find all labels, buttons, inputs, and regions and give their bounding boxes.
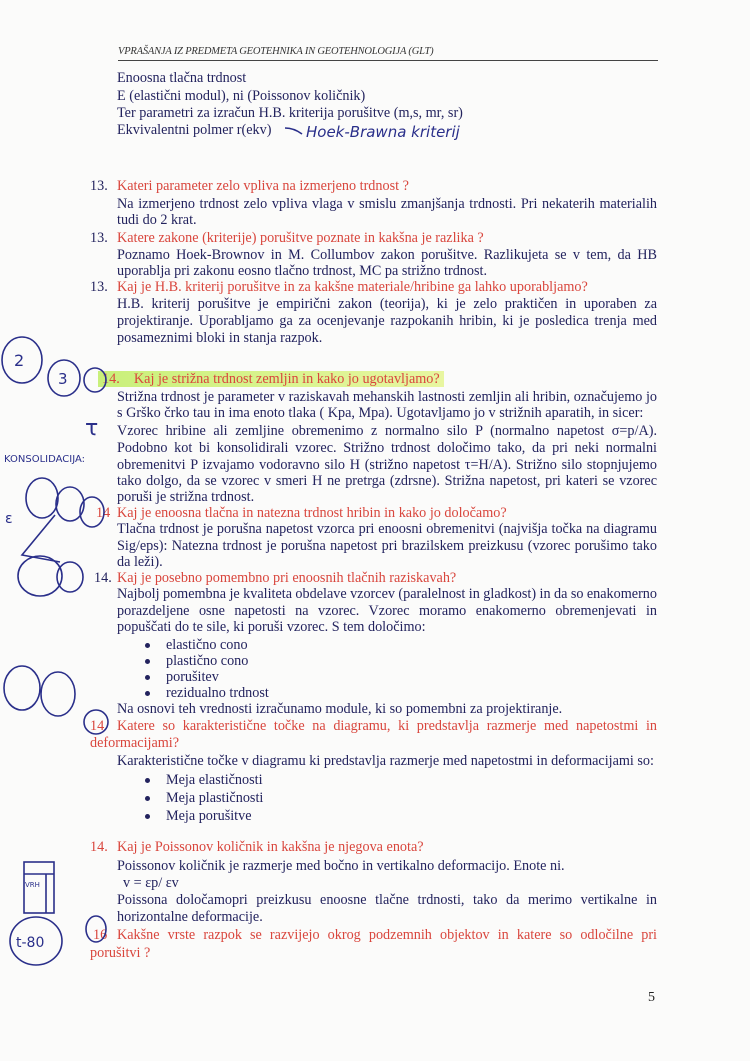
question-text: porušitvi ? bbox=[90, 945, 151, 961]
answer-line: popuščati do te sile, ki poruši vzorec. S tem določimo: bbox=[117, 619, 426, 635]
answer-line: Podobno kot bi konsolidirali vzorec. Strižno trdnost določimo tako, da pri neki normalni bbox=[117, 440, 657, 456]
question-text: Kaj je H.B. kriterij porušitve in za kakšne materiale/hribine ga lahko uporabljamo? bbox=[117, 279, 588, 295]
question-text: Kateri parameter zelo vpliva na izmerjeno trdnost ? bbox=[117, 178, 409, 194]
intro-line: Enoosna tlačna trdnost bbox=[117, 70, 247, 86]
intro-line: Ekvivalentni polmer r(ekv) bbox=[117, 122, 272, 138]
handwritten-note: KONSOLIDACIJA: bbox=[4, 454, 86, 465]
eps-note: ε bbox=[5, 511, 13, 527]
bullet-item: Meja elastičnosti bbox=[145, 772, 263, 789]
question-number: 14 bbox=[96, 505, 111, 521]
answer-line: porazdeljene osne napetosti na vzorec. Vzorec moramo enakomerno obremenjevati in bbox=[117, 603, 657, 619]
answer-line: Tlačna trdnost je porušna napetost vzorca pri enoosni obremenitvi (najvišja točka na diagramu bbox=[117, 521, 657, 537]
answer-line: Strižna trdnost je parameter v raziskavah mehanskih lastnosti zemljin ali hribin, označujemo jo bbox=[117, 389, 657, 405]
circle-annotation bbox=[10, 917, 62, 965]
bullet-item: porušitev bbox=[145, 669, 219, 686]
circle-annotation bbox=[4, 666, 40, 710]
question-text: Kaj je strižna trdnost zemljin in kako jo ugotavljamo? bbox=[133, 371, 440, 387]
header-rule bbox=[118, 60, 658, 61]
answer-line: posameznimi bloki in stanja razpok. bbox=[117, 330, 323, 346]
answer-line: projektiranje. Uporabljamo ga za ocenjevanje razpokanih hribin, ki je posledica trenja med bbox=[117, 313, 657, 329]
handwritten-note: t-80 bbox=[16, 935, 45, 951]
answer-line: Poissonov količnik je razmerje med bočno in vertikalno deformacijo. Enote ni. bbox=[117, 858, 565, 874]
formula: v = εp/ εv bbox=[123, 875, 179, 891]
question-number: 16 bbox=[93, 927, 108, 943]
question-number: 14. bbox=[94, 570, 112, 586]
question-text: Kaj je Poissonov količnik in kakšna je njegova enota? bbox=[117, 839, 424, 855]
question-text: Katere zakone (kriterije) porušitve poznate in kakšna je razlika ? bbox=[117, 230, 484, 246]
question-number: 14 bbox=[90, 718, 105, 734]
question-number: 13. bbox=[90, 230, 108, 246]
tau-note: τ bbox=[85, 416, 99, 441]
intro-line: Ter parametri za izračun H.B. kriterija porušitve (m,s, mr, sr) bbox=[117, 105, 463, 121]
bullet-item: rezidualno trdnost bbox=[145, 685, 269, 702]
answer-line: Vzorec hribine ali zemljine obremenimo z normalno silo P (normalno napetost σ=p/A). bbox=[117, 423, 657, 439]
answer-line: horizontalne deformacije. bbox=[117, 909, 263, 925]
question-highlight bbox=[98, 371, 444, 388]
intro-line: E (elastični modul), ni (Poissonov količnik) bbox=[117, 88, 366, 104]
answer-line: s Grško črko tau in ima enoto tlaka ( Kpa, Mpa). Ugotavljamo jo v strižnih aparatih, in sicer: bbox=[117, 405, 644, 421]
answer-line: poruši je strižna trdnost. bbox=[117, 489, 255, 505]
question-text: Kaj je enoosna tlačna in natezna trdnost hribin in kako jo določamo? bbox=[117, 505, 507, 521]
circle-annotation bbox=[56, 487, 84, 521]
box-sketch bbox=[24, 862, 54, 913]
svg-text:VRH: VRH bbox=[25, 881, 40, 889]
answer-line: H.B. kriterij porušitve je empirični zakon (teorija), ki je zelo praktičen in uporaben za bbox=[117, 296, 657, 312]
answer-line: obremenitvi P izvajamo vodoravno silo H (strižno napetost τ=H/A). Strižno silo stopnjujemo bbox=[117, 457, 657, 473]
question-text: deformacijami? bbox=[90, 735, 180, 751]
answer-line: da leži). bbox=[117, 554, 163, 570]
pointer-stroke bbox=[285, 128, 302, 134]
circle-annotation bbox=[57, 562, 83, 592]
circle-annotation bbox=[26, 478, 58, 518]
svg-text:3: 3 bbox=[58, 370, 68, 388]
running-header: VPRAŠANJA IZ PREDMETA GEOTEHNIKA IN GEOTEHNOLOGIJA (GLT) bbox=[118, 46, 434, 57]
answer-line: Karakteristične točke v diagramu ki predstavlja razmerje med napetostmi in deformacijami so: bbox=[117, 753, 654, 769]
question-text: Katere so karakteristične točke na diagramu, ki predstavlja razmerje med napetostmi in bbox=[117, 718, 657, 734]
answer-line: Na izmerjeno trdnost zelo vpliva vlaga v smislu zmanjšanja trdnosti. Pri nekaterih materialih bbox=[117, 196, 657, 212]
question-number: 14. bbox=[102, 371, 120, 387]
handwritten-note: Hoek-Brawna kriterij bbox=[306, 123, 460, 141]
question-number: 14. bbox=[90, 839, 108, 855]
svg-text:2: 2 bbox=[14, 351, 25, 370]
circle-annotation bbox=[48, 360, 80, 396]
bullet-item: plastično cono bbox=[145, 653, 248, 670]
question-number: 13. bbox=[90, 279, 108, 295]
page-number: 5 bbox=[648, 990, 655, 1005]
circle-annotation bbox=[18, 556, 62, 596]
bullet-item: Meja plastičnosti bbox=[145, 790, 263, 807]
bullet-item: elastično cono bbox=[145, 637, 248, 654]
answer-line: Najbolj pomembna je kvaliteta obdelave vzorcev (paralelnost in gladkost) in da so enakomerno bbox=[117, 586, 657, 602]
answer-line: Poznamo Hoek-Brownov in M. Collumbov zakon porušitve. Razlikujeta se v tem, da HB bbox=[117, 247, 657, 263]
circle-annotation bbox=[41, 672, 75, 716]
answer-line: tako dolgo, da se vzorec v smeri H ne pretrga (zdrsne). Strižna napetost, pri kateri se vzorec bbox=[117, 473, 657, 489]
question-text: Kaj je posebno pomembno pri enoosnih tlačnih raziskavah? bbox=[117, 570, 457, 586]
answer-line: Poissona določamopri preizkusu enoosne tlačne trdnosti, tako da merimo vertikalne in bbox=[117, 892, 657, 908]
answer-line: uporablja pri zakonu eosno tlačno trdnost, MC pa strižno trdnost. bbox=[117, 263, 487, 279]
answer-line: tudi do 2 krat. bbox=[117, 212, 197, 228]
sketch-line bbox=[22, 515, 60, 562]
answer-line: Sig/eps): Natezna trdnost je porušna napetost pri brazilskem preizkusu (vzorec porušimo tako bbox=[117, 538, 657, 554]
question-number: 13. bbox=[90, 178, 108, 194]
bullet-item: Meja porušitve bbox=[145, 808, 252, 825]
question-text: Kakšne vrste razpok se razvijejo okrog podzemnih objektov in katere so odločilne pri bbox=[117, 927, 657, 943]
answer-line: Na osnovi teh vrednosti izračunamo module, ki so pomembni za projektiranje. bbox=[117, 701, 563, 717]
circle-annotation bbox=[2, 337, 42, 383]
